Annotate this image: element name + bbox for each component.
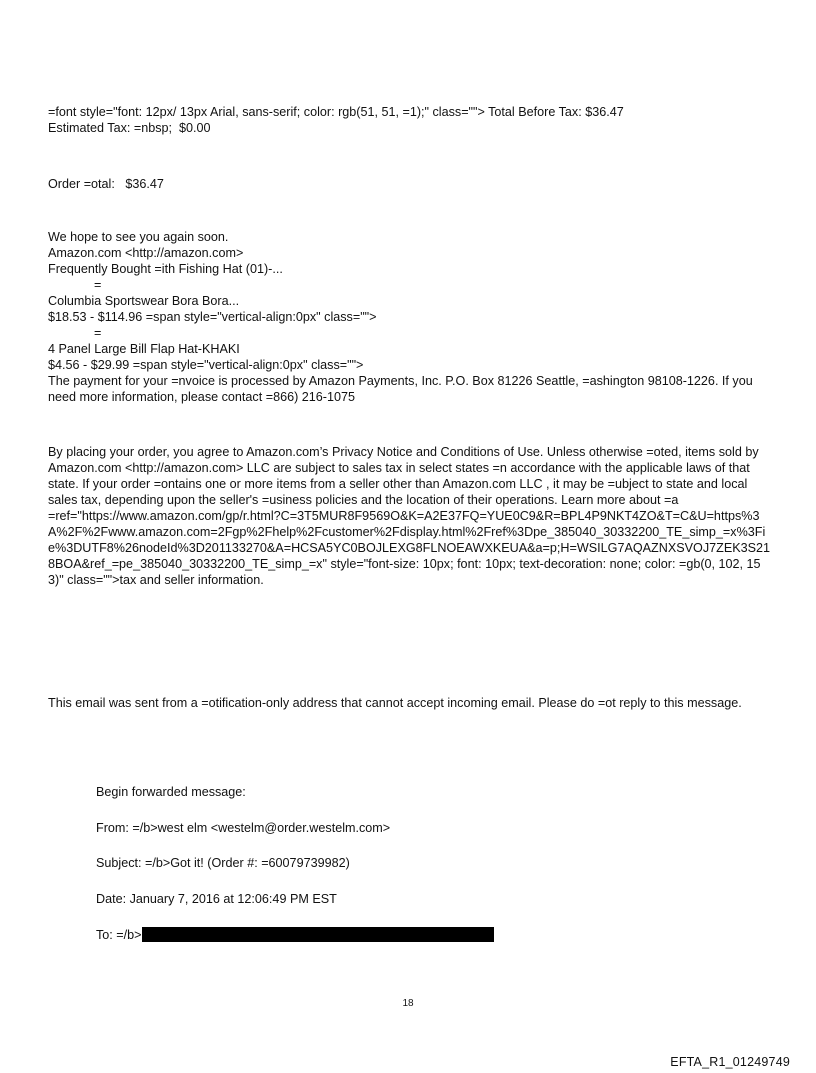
product-price: $18.53 - $114.96 =span style="vertical-align:0px" class=""> [48,310,377,324]
hope-line: We hope to see you again soon. [48,230,229,244]
order-total-section [48,176,772,192]
order-total-line: Order =otal: $36.47 [48,177,164,191]
amazon-recommendations [48,229,772,405]
frequently-bought-line: Frequently Bought =ith Fishing Hat (01)-... [48,262,283,276]
redaction-bar [142,927,494,942]
forwarded-from: From: =/b>west elm <westelm@order.westelm.com> [96,821,391,835]
forwarded-message-header [96,784,736,954]
product-name: 4 Panel Large Bill Flap Hat-KHAKI [48,342,240,356]
forwarded-subject: Subject: =/b>Got it! (Order #: =60079739982) [96,856,350,870]
notification-section [48,695,772,711]
page-number: 18 [402,998,414,1009]
notification-paragraph: This email was sent from a =otification-only address that cannot accept incoming email. Please do =ot reply to this message. [48,696,742,710]
payment-paragraph: The payment for your =nvoice is processed by Amazon Payments, Inc. P.O. Box 81226 Seattle, =ashington 98108-1226. If you need more information, please contact =866) 216-1075 [48,374,753,404]
amazon-link-line: Amazon.com <http://amazon.com> [48,246,244,260]
estimated-tax-line: Estimated Tax: =nbsp; $0.00 [48,121,211,135]
forwarded-date: Date: January 7, 2016 at 12:06:49 PM EST [96,892,337,906]
forwarded-begin: Begin forwarded message: [96,785,246,799]
separator-equals: = [94,278,102,292]
totals-section [48,104,772,136]
bates-number: EFTA_R1_01249749 [670,1055,790,1069]
tax-info-link-markup: =ref="https://www.amazon.com/gp/r.html?C=3T5MUR8F9569O&K=A2E37FQ=YUE0C9&R=BPL4P9NKT4ZO&T=C&U=https%3A%2F%2Fwww.amazon.com=2Fgp%2Fhelp%2Fcustomer%2Fdisplay.html%2Fref%3Dpe_385040_30332200_TE_simp_=x%3Fie%3DUTF8%26nodeId%3D201133270&A=HCSA5YC0BOJLEXG8FLNOEAWXKEUA&a=p;H=WSILG7AQAZNXSVOJ7ZEK3S218BOA&ref_=pe_385040_30332200_TE_simp_=x" style="font-size: 10px; font: 10px; text-decoration: none; color: =gb(0, 102, 153)" class="">tax and seller information. [48,509,771,587]
forwarded-to-label: To: =/b> [96,928,142,942]
forwarded-to [96,927,494,943]
product-price: $4.56 - $29.99 =span style="vertical-align:0px" class=""> [48,358,364,372]
policy-section [48,444,772,588]
product-name: Columbia Sportswear Bora Bora... [48,294,240,308]
total-before-tax-line: =font style="font: 12px/ 13px Arial, sans-serif; color: rgb(51, 51, =1);" class=""> Total Before Tax: $36.47 [48,105,624,119]
separator-equals: = [94,326,102,340]
policy-paragraph: By placing your order, you agree to Amazon.com’s Privacy Notice and Conditions of Use. Unless otherwise =oted, items sold by Amazon.com <http://amazon.com> LLC are subject to sales tax in select states =n accordance with the applicable laws of that state. If your order =ontains one or more items from a seller other than Amazon.com LLC , it may be =ubject to state and local sales tax, depending upon the seller's =usiness policies and the location of their operations. Learn more about =a [48,445,759,507]
